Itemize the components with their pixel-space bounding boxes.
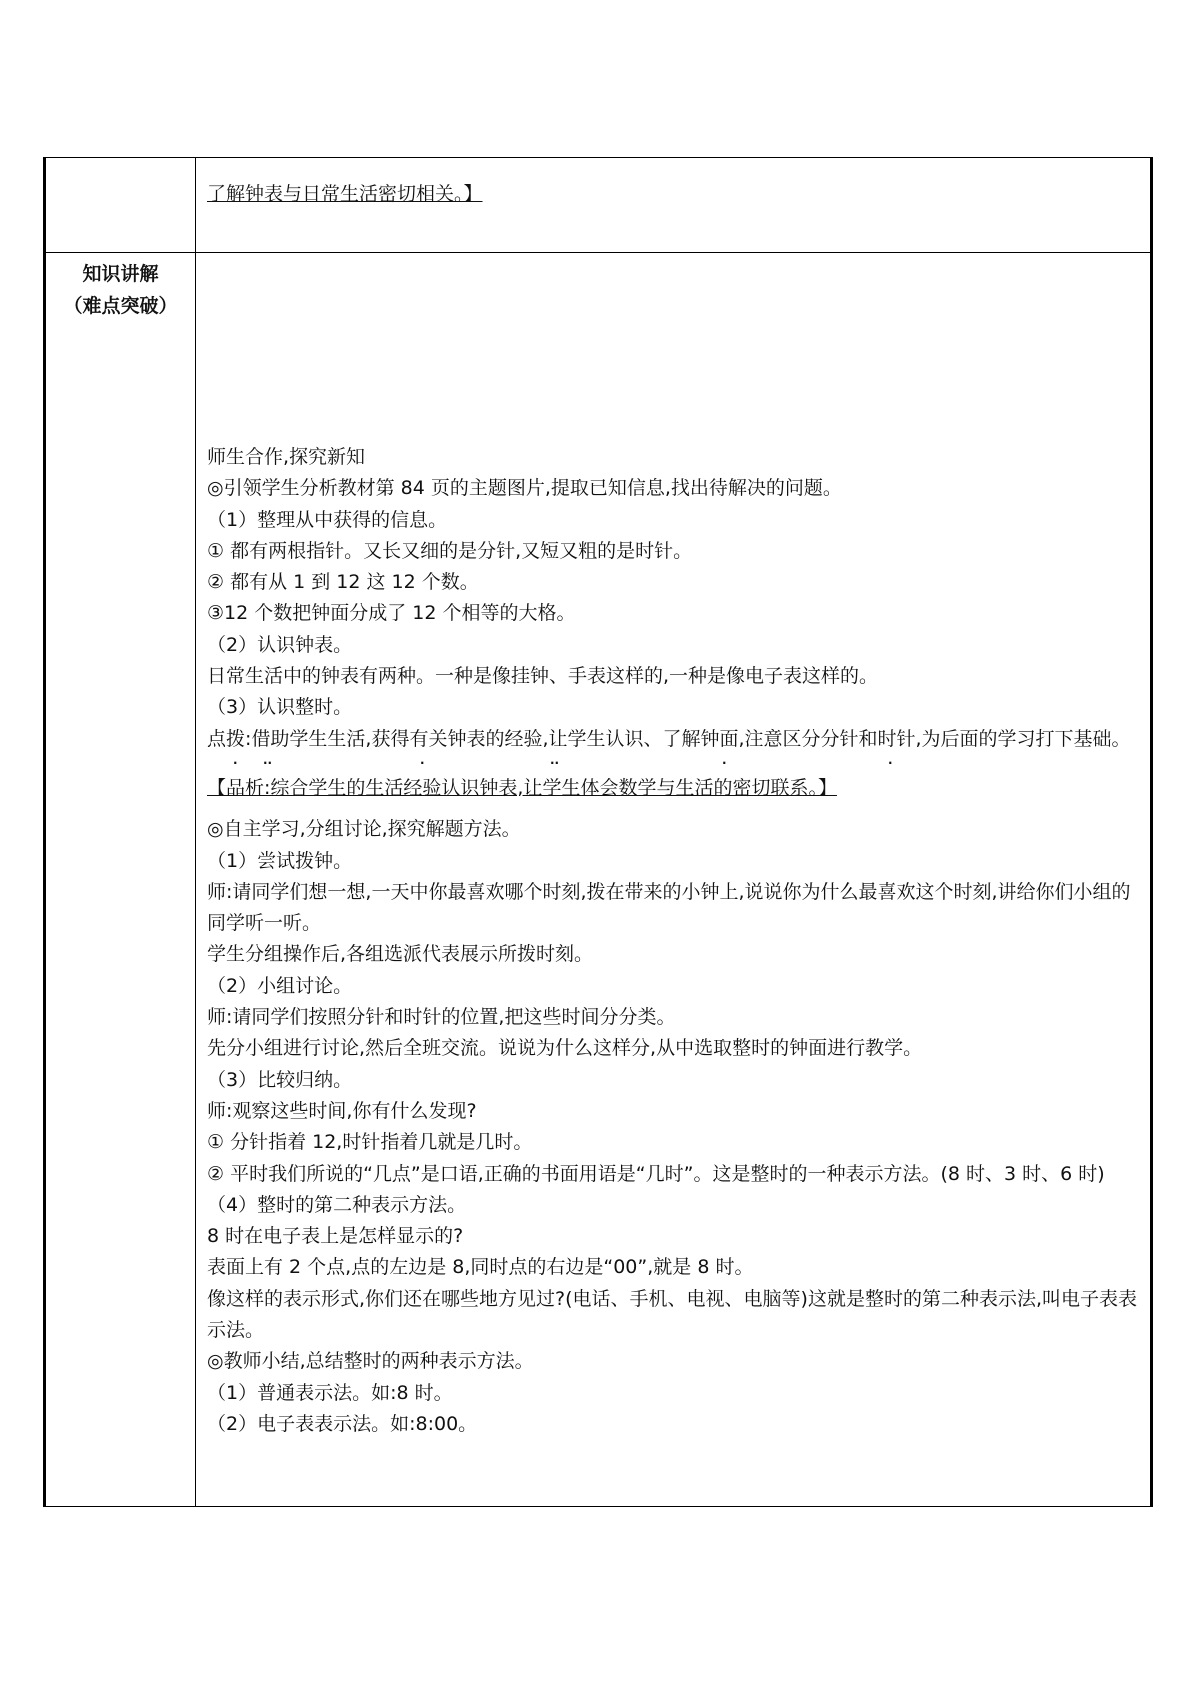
content-line: （4）整时的第二种表示方法。	[207, 1193, 467, 1216]
content-line: 师生合作,探究新知	[207, 446, 366, 468]
content-paragraph: ② 平时我们所说的“几点”是口语,正确的书面用语是“几时”。这是整时的一种表示方法。(8 时、3 时、6 时)	[207, 1162, 1105, 1185]
content-line: 日常生活中的钟表有两种。一种是像挂钟、手表这样的,一种是像电子表这样的。	[207, 665, 879, 688]
content-line: 先分小组进行讨论,然后全班交流。说说为什么这样分,从中选取整时的钟面进行教学。	[207, 1037, 923, 1060]
section-content	[207, 442, 1147, 1440]
content-paragraph: 师:请同学们想一想,一天中你最喜欢哪个时刻,拨在带来的小钟上,说说你为什么最喜欢这个时刻,讲给你们小组的同学听一听。	[207, 880, 1131, 935]
content-line: （3）比较归纳。	[207, 1068, 353, 1091]
content-paragraph: 像这样的表示形式,你们还在哪些地方见过?(电话、手机、电视、电脑等)这就是整时的第二种表示法,叫电子表表示法。	[207, 1287, 1137, 1342]
content-line: 师:观察这些时间,你有什么发现?	[207, 1099, 477, 1122]
analysis-note: 【品析:综合学生的生活经验认识钟表,让学生体会数学与生活的密切联系。】	[207, 776, 837, 799]
column-divider	[195, 158, 196, 1506]
row-divider	[46, 252, 1150, 253]
content-line: 表面上有 2 个点,点的左边是 8,同时点的右边是“00”,就是 8 时。	[207, 1256, 754, 1279]
section-label	[46, 254, 195, 322]
content-line: ① 都有两根指针。又长又细的是分针,又短又粗的是时针。	[207, 539, 693, 562]
content-line: （2）电子表表示法。如:8:00。	[207, 1412, 478, 1435]
content-line: （2）认识钟表。	[207, 633, 353, 656]
row1-text: 了解钟表与日常生活密切相关。】	[207, 183, 483, 205]
content-line: （3）认识整时。	[207, 696, 353, 719]
emphasis-dot: ·	[888, 755, 893, 770]
content-line: ① 分针指着 12,时针指着几就是几时。	[207, 1131, 533, 1154]
content-line: ② 都有从 1 到 12 这 12 个数。	[207, 571, 479, 594]
content-line: 师:请同学们按照分针和时针的位置,把这些时间分分类。	[207, 1006, 676, 1029]
content-paragraph: 点拨:借助学生生活,获得有关钟表的经验,让学生认识、了解钟面,注意区分分针和时针,为后面的学习打下基础。	[207, 727, 1131, 750]
content-line: ◎引领学生分析教材第 84 页的主题图片,提取已知信息,找出待解决的问题。	[207, 477, 842, 500]
content-line: ◎教师小结,总结整时的两种表示方法。	[207, 1350, 534, 1373]
lesson-table	[43, 157, 1153, 1507]
content-line: （2）小组讨论。	[207, 974, 353, 997]
content-line: （1）普通表示法。如:8 时。	[207, 1381, 453, 1404]
emphasis-dot: ··	[550, 755, 560, 770]
content-line: （1）尝试拨钟。	[207, 849, 353, 872]
content-line: ③12 个数把钟面分成了 12 个相等的大格。	[207, 602, 576, 625]
emphasis-dot: ··	[263, 755, 273, 770]
section-label-line2: （难点突破）	[63, 295, 178, 317]
content-line: ◎自主学习,分组讨论,探究解题方法。	[207, 818, 521, 841]
content-line: （1）整理从中获得的信息。	[207, 508, 448, 531]
emphasis-dot: ·	[420, 755, 425, 770]
content-line: 学生分组操作后,各组选派代表展示所拨时刻。	[207, 943, 594, 966]
emphasis-dots	[207, 755, 1147, 773]
section-label-line1: 知识讲解	[82, 263, 159, 285]
emphasis-dot: ·	[722, 755, 727, 770]
content-line: 8 时在电子表上是怎样显示的?	[207, 1225, 464, 1248]
emphasis-dot: ·	[233, 755, 238, 770]
